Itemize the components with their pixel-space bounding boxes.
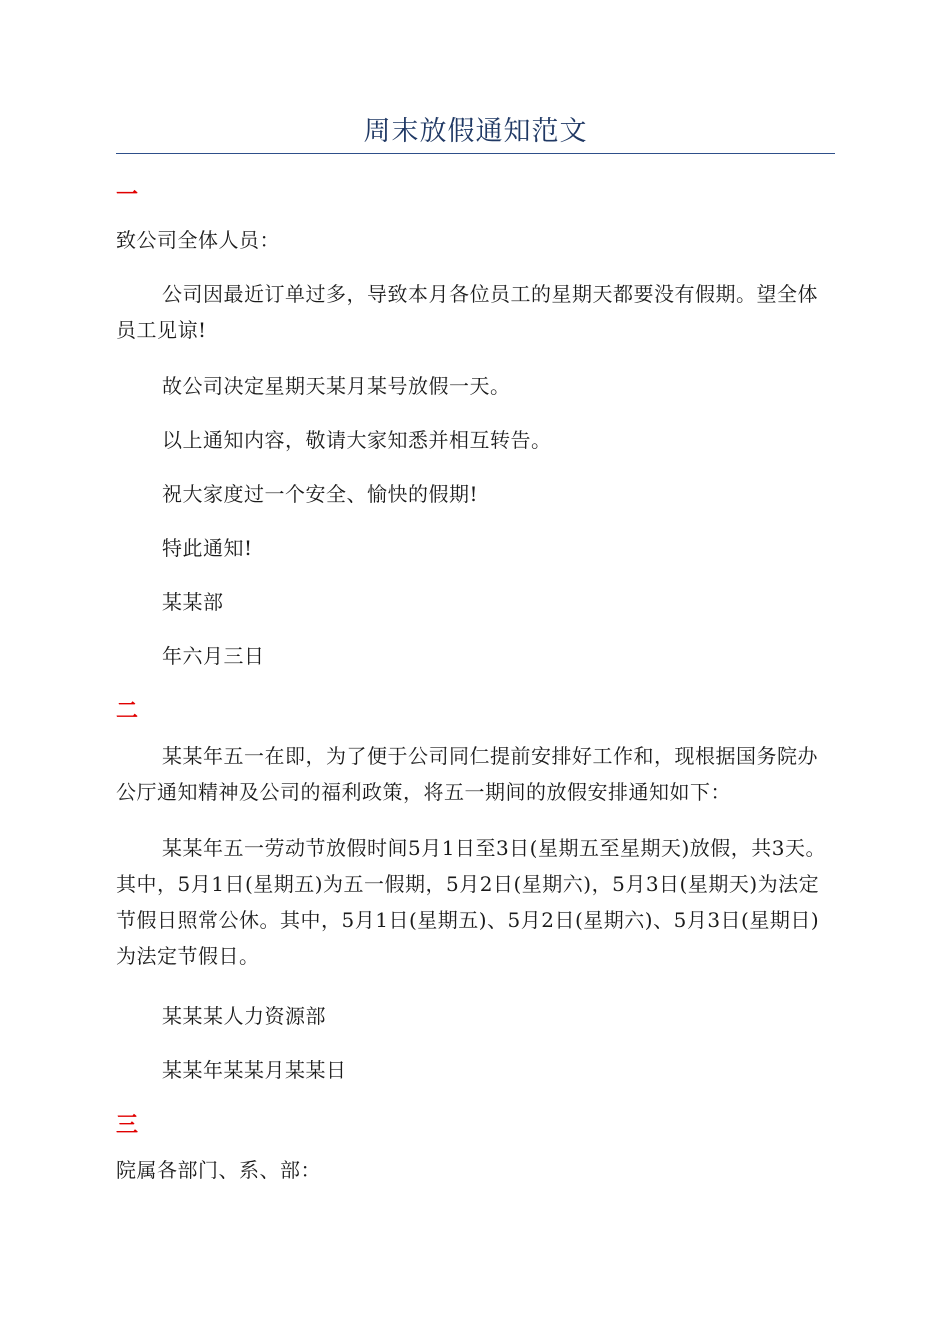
paragraph: 故公司决定星期天某月某号放假一天。 [162, 374, 511, 398]
paragraph: 公司因最近订单过多，导致本月各位员工的星期天都要没有假期。望全体员工见谅! [116, 282, 818, 342]
section-heading-1: 一 [116, 182, 139, 208]
paragraph: 特此通知! [162, 536, 253, 560]
paragraph: 某某年五一在即，为了便于公司同仁提前安排好工作和，现根据国务院办公厅通知精神及公司的福利政策，将五一期间的放假安排通知如下： [116, 744, 818, 804]
signature-date: 年六月三日 [162, 644, 265, 668]
title-underline [116, 153, 835, 154]
paragraph: 以上通知内容，敬请大家知悉并相互转告。 [162, 428, 552, 452]
signature-department: 某某某人力资源部 [162, 1004, 326, 1028]
salutation: 致公司全体人员： [116, 228, 280, 252]
paragraph: 祝大家度过一个安全、愉快的假期! [162, 482, 479, 506]
signature-date: 某某年某某月某某日 [162, 1058, 347, 1082]
section-heading-3: 三 [116, 1112, 139, 1138]
salutation: 院属各部门、系、部： [116, 1158, 321, 1182]
document-title: 周末放假通知范文 [363, 116, 588, 147]
paragraph: 某某年五一劳动节放假时间5月1日至3日(星期五至星期天)放假，共3天。其中，5月1日(星期五)为五一假期，5月2日(星期六)，5月3日(星期天)为法定节假日照常公休。其中，5月1日(星期五)、5月2日(星期六)、5月3日(星期日)为法定节假日。 [116, 836, 827, 968]
signature-department: 某某部 [162, 590, 224, 614]
section-heading-2: 二 [116, 698, 139, 724]
